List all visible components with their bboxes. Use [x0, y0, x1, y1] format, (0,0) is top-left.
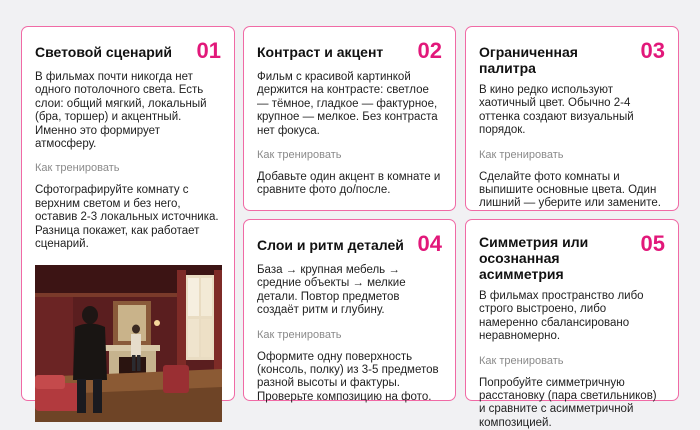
card-header [257, 232, 442, 256]
interior-film-still-image [35, 265, 222, 422]
card-lighting-scenario [21, 26, 235, 401]
how-to-train-label: Как тренировать [257, 328, 342, 341]
card-number: 02 [417, 38, 442, 63]
card-header [479, 232, 665, 282]
card-number: 03 [640, 38, 665, 63]
card-description: В кино редко используют хаотичный цвет. Обычно 2-4 оттенка создают визуальный порядок. [479, 84, 634, 137]
card-title: Ограниченная палитра [479, 44, 578, 76]
card-task: Сделайте фото комнаты и выпишите основные цвета. Один лишний — уберите или замените. [479, 170, 661, 210]
card-title: Контраст и акцент [257, 44, 384, 60]
card-header [35, 39, 221, 63]
card-title: Слои и ритм деталей [257, 237, 404, 253]
card-number: 01 [196, 38, 221, 63]
card-description: Фильм с красивой картинкой держится на контрасте: светлое — тёмное, гладкое — фактурное, крупное — мелкое. Без контраста нет фокуса. [257, 71, 438, 137]
card-task: Добавьте один акцент в комнате и сравните фото до/после. [257, 171, 441, 197]
how-to-train-label: Как тренировать [479, 148, 564, 161]
card-number: 05 [640, 231, 665, 256]
card-contrast-accent [243, 26, 456, 211]
card-task: Попробуйте симметричную расстановку (пара светильников) и сравните с асимметричной композицией. [479, 376, 657, 429]
card-task: Сфотографируйте комнату с верхним светом и без него, оставив 2-3 локальных источника. Разница покажет, как работает сценарий. [35, 184, 219, 251]
card-header [257, 39, 442, 63]
card-task: Оформите одну поверхность (консоль, полку) из 3-5 предметов разной высоты и фактуры. Проверьте композицию на фото. [257, 350, 439, 403]
card-title: Симметрия или осознанная асимметрия [479, 234, 589, 282]
card-layers-rhythm [243, 219, 456, 401]
card-description: В фильмах пространство либо строго выстроено, либо намеренно сбалансировано неравномерно. [479, 290, 644, 343]
card-description: База → крупная мебель → средние объекты → мелкие детали. Повтор предметов создаёт ритм и глубину. [257, 264, 406, 317]
card-title: Световой сценарий [35, 44, 173, 60]
card-number: 04 [417, 231, 442, 256]
card-symmetry [465, 219, 679, 429]
how-to-train-label: Как тренировать [257, 149, 342, 162]
card-limited-palette [465, 26, 679, 211]
how-to-train-label: Как тренировать [479, 354, 564, 367]
card-header [479, 39, 665, 76]
how-to-train-label: Как тренировать [35, 162, 120, 175]
card-description: В фильмах почти никогда нет одного потолочного света. Есть слои: общий мягкий, локальный (бра, торшер) и акцентный. Именно это формирует атмосферу. [35, 71, 207, 151]
